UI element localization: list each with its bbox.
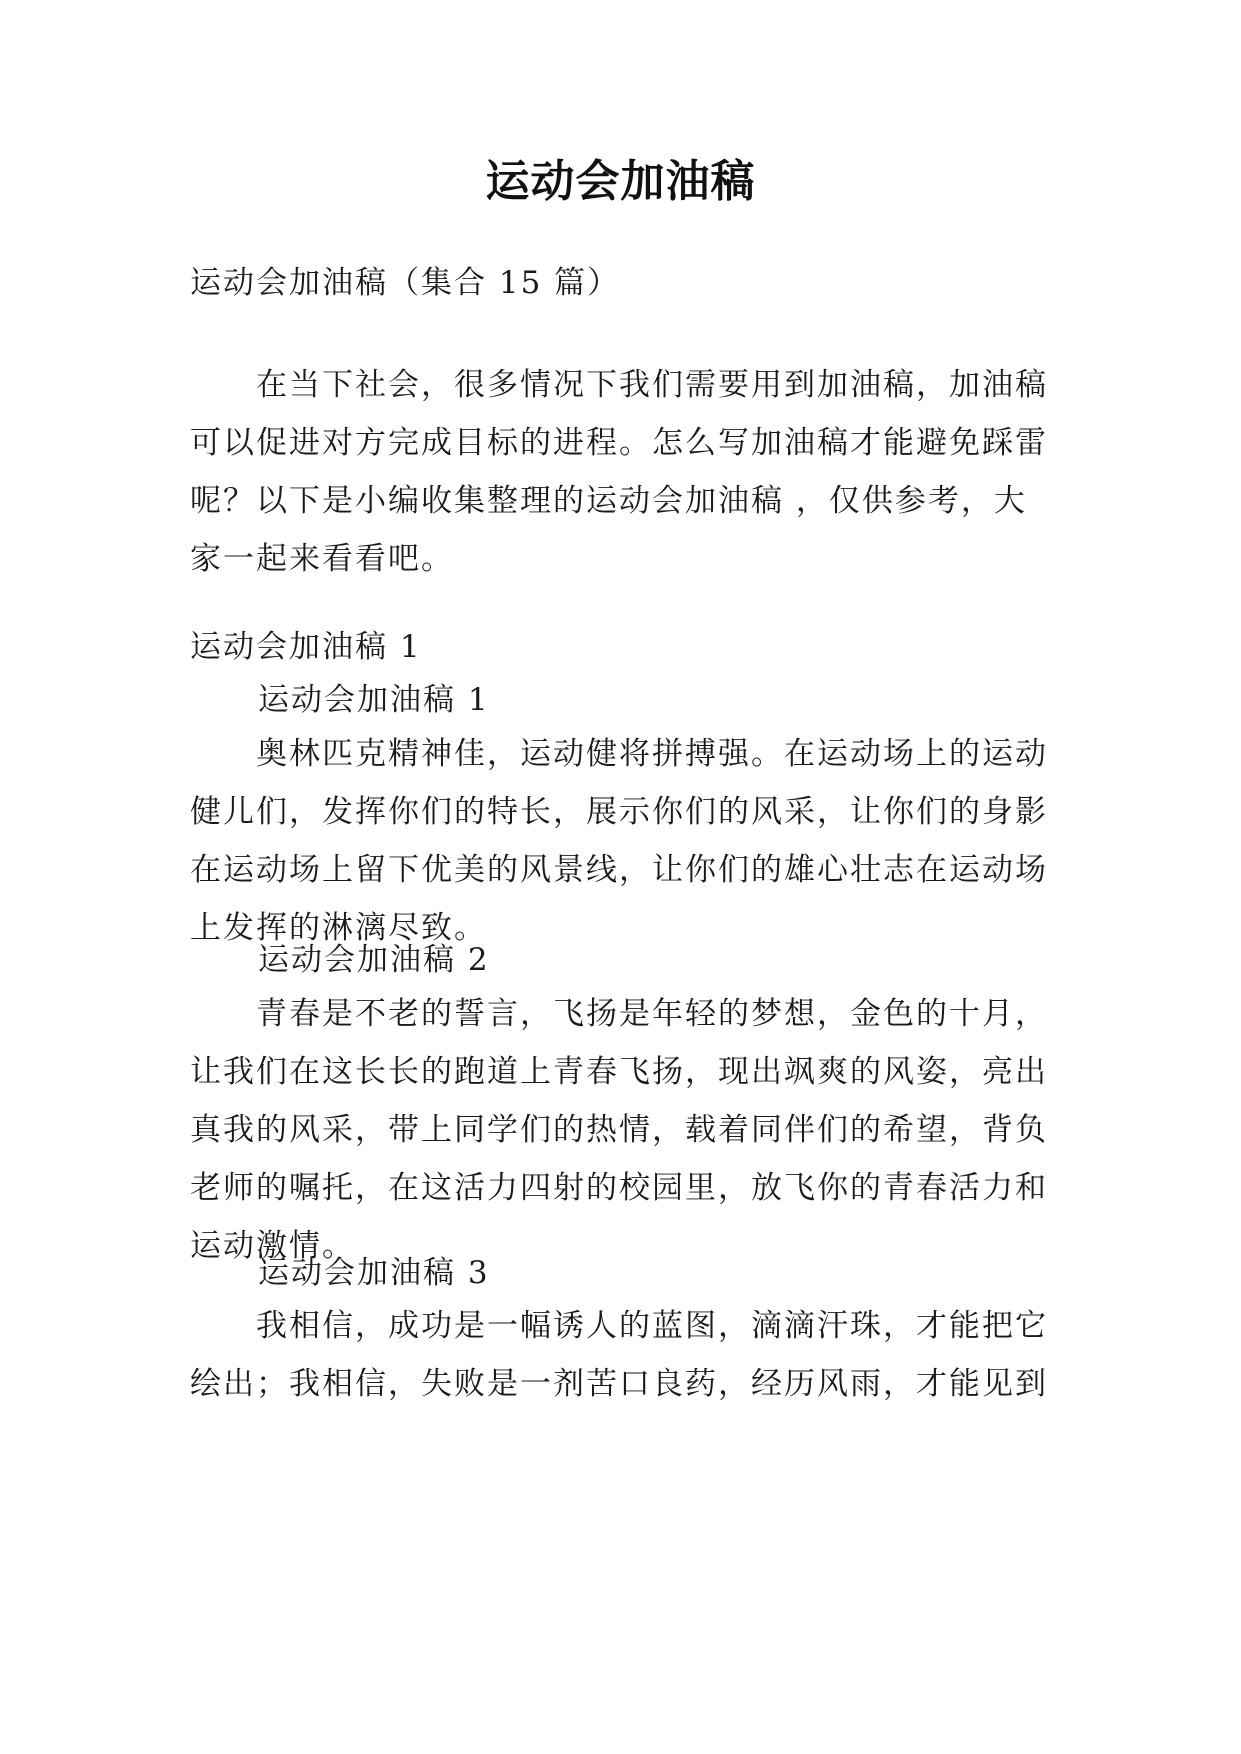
section-heading-text: 运动会加油稿 1 xyxy=(190,629,422,665)
intro-paragraph xyxy=(190,356,1052,588)
paragraph-line: 让我们在这长长的跑道上青春飞扬，现出飒爽的风姿，亮出 xyxy=(190,1054,1048,1090)
paragraph-line: 健儿们，发挥你们的特长，展示你们的风采，让你们的身影 xyxy=(190,794,1048,830)
document-subtitle xyxy=(190,254,1052,312)
document-title: 运动会加油稿 xyxy=(485,156,756,207)
subtitle-line: 运动会加油稿（集合 15 篇） xyxy=(190,265,621,301)
paragraph-line: 奥林匹克精神佳，运动健将拼搏强。在运动场上的运动 xyxy=(190,736,1048,772)
item3-heading xyxy=(258,1244,1052,1302)
paragraph-line: 运动激情。 xyxy=(190,1228,355,1264)
item-heading-text: 运动会加油稿 3 xyxy=(258,1255,490,1291)
paragraph-line: 老师的嘱托，在这活力四射的校园里，放飞你的青春活力和 xyxy=(190,1170,1048,1206)
intro-line: 呢？以下是小编收集整理的运动会加油稿 ，仅供参考，大 xyxy=(190,483,1027,519)
item1-heading xyxy=(258,671,1052,729)
item-heading-text: 运动会加油稿 1 xyxy=(258,682,490,718)
paragraph-line: 上发挥的淋漓尽致。 xyxy=(190,910,487,946)
paragraph-line: 青春是不老的誓言，飞扬是年轻的梦想，金色的十月， xyxy=(190,996,1048,1032)
item-heading-text: 运动会加油稿 2 xyxy=(258,942,490,978)
paragraph-line: 绘出；我相信，失败是一剂苦口良药，经历风雨，才能见到 xyxy=(190,1366,1048,1402)
section-heading xyxy=(190,618,1052,676)
paragraph-line: 我相信，成功是一幅诱人的蓝图，滴滴汗珠，才能把它 xyxy=(190,1308,1048,1344)
paragraph-line: 真我的风采，带上同学们的热情，载着同伴们的希望，背负 xyxy=(190,1112,1048,1148)
item1-paragraph xyxy=(190,725,1052,957)
item2-heading xyxy=(258,931,1052,989)
intro-line: 在当下社会，很多情况下我们需要用到加油稿，加油稿 xyxy=(190,367,1048,403)
intro-line: 可以促进对方完成目标的进程。怎么写加油稿才能避免踩雷 xyxy=(190,425,1048,461)
paragraph-line: 在运动场上留下优美的风景线，让你们的雄心壮志在运动场 xyxy=(190,852,1048,888)
item3-paragraph xyxy=(190,1297,1052,1413)
item2-paragraph xyxy=(190,985,1052,1275)
intro-line: 家一起来看看吧。 xyxy=(190,541,454,577)
